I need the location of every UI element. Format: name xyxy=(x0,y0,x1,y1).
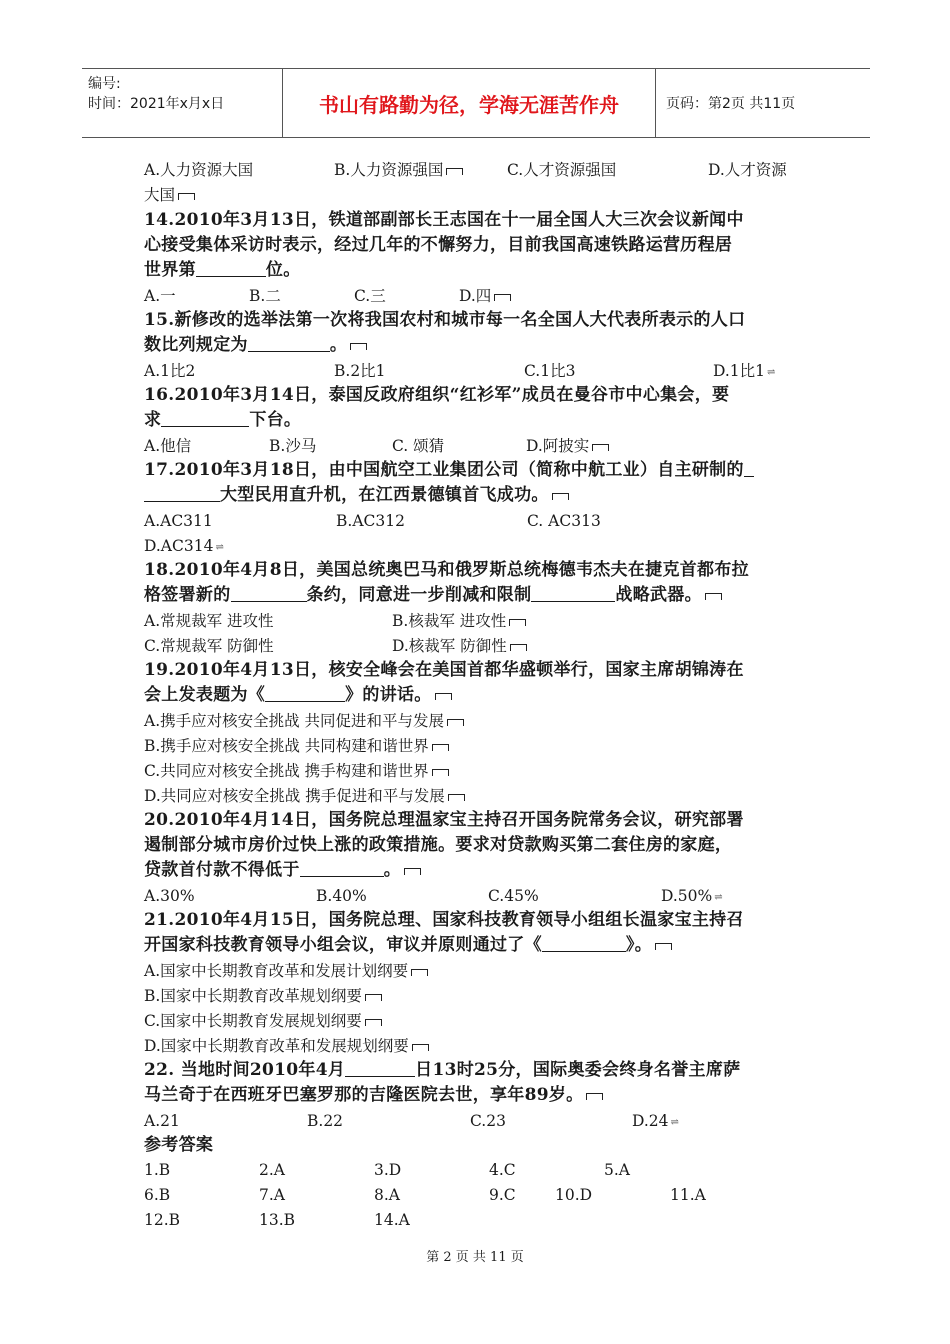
text-line: 遏制部分城市房价过快上涨的政策措施。要求对贷款购买第二套住房的家庭， xyxy=(144,835,733,855)
number-label: 编号: xyxy=(88,76,121,92)
text-line: 大型民用直升机，在江西景德镇首飞成功。 xyxy=(144,483,569,508)
q18-options-cd xyxy=(144,634,574,659)
answer-item: 14.A xyxy=(374,1211,410,1229)
paragraph-mark-icon xyxy=(178,193,195,200)
option-a: A.AC311 xyxy=(144,512,213,530)
paragraph-mark-icon: ⇌ xyxy=(714,892,723,903)
paragraph-mark-icon xyxy=(655,943,672,950)
text-line: 求 下台。 xyxy=(144,410,302,430)
paragraph-mark-icon xyxy=(365,994,382,1001)
option-b: B.携手应对核安全挑战 共同构建和谐世界 xyxy=(144,734,449,759)
answer-blank xyxy=(231,584,307,602)
answer-blank xyxy=(161,409,249,427)
text-line: 数比列规定为 。 xyxy=(144,333,367,358)
option-c: C.人才资源强国 xyxy=(507,161,617,179)
question-16: 16.2010年3月14日，泰国反政府组织“红衫军”成员在曼谷市中心集会，要 xyxy=(144,385,730,405)
answer-blank xyxy=(144,484,220,502)
option-a: A.常规裁军 进攻性 xyxy=(144,612,274,630)
answer-blank xyxy=(531,584,615,602)
question-21: 21.2010年4月15日，国务院总理、国家科技教育领导小组组长温家宝主持召 xyxy=(144,910,744,930)
paragraph-mark-icon xyxy=(411,969,428,976)
paragraph-mark-icon: ⇌ xyxy=(670,1117,679,1128)
option-b: B.核裁军 进攻性 xyxy=(392,609,526,634)
paragraph-mark-icon: ⇌ xyxy=(767,367,776,378)
paragraph-mark-icon xyxy=(447,719,464,726)
text-line: 贷款首付款不得低于 。 xyxy=(144,858,421,883)
q22-options xyxy=(144,1109,714,1134)
answer-item: 9.C xyxy=(489,1186,516,1204)
option-d: D.四 xyxy=(459,284,511,309)
answer-item: 11.A xyxy=(670,1186,706,1204)
answers-row xyxy=(144,1208,444,1233)
option-a: A.30% xyxy=(144,887,195,905)
option-c: C. 颂猜 xyxy=(392,437,445,455)
option-c: C. AC313 xyxy=(527,512,601,530)
option-d: D.共同应对核安全挑战 携手促进和平与发展 xyxy=(144,784,465,809)
answer-blank xyxy=(542,934,626,952)
answer-blank xyxy=(300,859,384,877)
header-page-info: 页码：第2页 共11页 xyxy=(666,96,796,112)
question-15: 15.新修改的选举法第一次将我国农村和城市每一名全国人大代表所表示的人口 xyxy=(144,310,746,330)
q18-options-ab xyxy=(144,609,574,634)
option-d: D.人才资源 xyxy=(708,161,787,179)
option-a: A.携手应对核安全挑战 共同促进和平与发展 xyxy=(144,709,464,734)
question-17: 17.2010年3月18日，由中国航空工业集团公司（简称中航工业）自主研制的 xyxy=(144,458,754,483)
text-line: 世界第 位。 xyxy=(144,260,301,280)
option-b: B.国家中长期教育改革规划纲要 xyxy=(144,984,382,1009)
paragraph-mark-icon xyxy=(592,444,609,451)
question-14: 14.2010年3月13日，铁道部副部长王志国在十一届全国人大三次会议新闻中 xyxy=(144,210,744,230)
q20-options xyxy=(144,884,764,909)
answer-item: 4.C xyxy=(489,1161,516,1179)
paragraph-mark-icon xyxy=(494,294,511,301)
answer-blank xyxy=(345,1059,415,1077)
paragraph-mark-icon xyxy=(510,644,527,651)
option-a: A.21 xyxy=(144,1112,180,1130)
answer-item: 7.A xyxy=(259,1186,285,1204)
paragraph-mark-icon xyxy=(509,619,526,626)
paragraph-mark-icon: ⇌ xyxy=(215,542,224,553)
q17-option-d: D.AC314 ⇌ xyxy=(144,534,224,559)
question-22: 22. 当地时间2010年4月 日13时25分，国际奥委会终身名誉主席萨 xyxy=(144,1060,741,1080)
option-c: C.国家中长期教育发展规划纲要 xyxy=(144,1009,382,1034)
option-c: C.23 xyxy=(470,1112,506,1130)
paragraph-mark-icon xyxy=(552,493,569,500)
option-d: D.阿披实 xyxy=(526,434,609,459)
option-a: A.1比2 xyxy=(144,362,196,380)
header-meta xyxy=(82,69,283,137)
option-c: C.共同应对核安全挑战 携手构建和谐世界 xyxy=(144,759,449,784)
paragraph-mark-icon xyxy=(432,744,449,751)
date-label: 时间：2021年x月x日 xyxy=(88,96,225,112)
answer-item: 13.B xyxy=(259,1211,296,1229)
text-line: 大国 xyxy=(144,183,195,208)
option-d: D.24 ⇌ xyxy=(632,1109,679,1135)
q14-options xyxy=(144,284,564,309)
text-line: 马兰奇于在西班牙巴塞罗那的吉隆医院去世，享年89岁。 xyxy=(144,1083,603,1108)
answer-item: 2.A xyxy=(259,1161,285,1179)
q15-options xyxy=(144,359,804,384)
option-a: A.人力资源大国 xyxy=(144,161,254,179)
option-d: D.1比1 ⇌ xyxy=(713,359,775,385)
option-b: B.40% xyxy=(316,887,367,905)
question-19: 19.2010年4月13日，核安全峰会在美国首都华盛顿举行，国家主席胡锦涛在 xyxy=(144,660,744,680)
paragraph-mark-icon xyxy=(586,1093,603,1100)
answer-blank xyxy=(248,334,330,352)
answer-item: 3.D xyxy=(374,1161,402,1179)
answer-blank xyxy=(196,259,266,277)
answer-item: 6.B xyxy=(144,1186,171,1204)
text-line: 心接受集体采访时表示，经过几年的不懈努力，目前我国高速铁路运营历程居 xyxy=(144,235,733,255)
text-line: 会上发表题为《 》的讲话。 xyxy=(144,683,452,708)
paragraph-mark-icon xyxy=(432,769,449,776)
option-a: A.他信 xyxy=(144,437,192,455)
q16-options xyxy=(144,434,644,459)
option-d: D.核裁军 防御性 xyxy=(392,634,527,659)
answer-item: 1.B xyxy=(144,1161,171,1179)
option-d: D.国家中长期教育改革和发展规划纲要 xyxy=(144,1034,429,1059)
option-c: C.45% xyxy=(488,887,539,905)
option-b: B.22 xyxy=(307,1112,344,1130)
option-c: C.三 xyxy=(354,287,386,305)
paragraph-mark-icon xyxy=(435,693,452,700)
option-a: A.一 xyxy=(144,287,176,305)
paragraph-mark-icon xyxy=(705,593,722,600)
option-c: C.1比3 xyxy=(524,362,576,380)
option-b: B.2比1 xyxy=(334,362,386,380)
paragraph-mark-icon xyxy=(350,343,367,350)
page-footer: 第 2 页 共 11 页 xyxy=(426,1250,524,1265)
option-c: C.常规裁军 防御性 xyxy=(144,637,274,655)
answer-item: 8.A xyxy=(374,1186,400,1204)
answers-row xyxy=(144,1158,744,1183)
answer-blank xyxy=(744,459,754,477)
paragraph-mark-icon xyxy=(365,1019,382,1026)
q13-options xyxy=(144,158,804,183)
option-a: A.国家中长期教育改革和发展计划纲要 xyxy=(144,959,428,984)
answers-row xyxy=(144,1183,744,1208)
text-line: 格签署新的 条约，同意进一步削减和限制 战略武器。 xyxy=(144,583,722,608)
header-motto: 书山有路勤为径，学海无涯苦作舟 xyxy=(283,69,656,137)
answer-blank xyxy=(265,684,345,702)
answer-item: 12.B xyxy=(144,1211,181,1229)
text-line: 开国家科技教育领导小组会议，审议并原则通过了《 》。 xyxy=(144,933,672,958)
paragraph-mark-icon xyxy=(412,1044,429,1051)
page-header xyxy=(82,68,870,138)
answer-item: 10.D xyxy=(555,1186,593,1204)
paragraph-mark-icon xyxy=(448,794,465,801)
option-b: B.AC312 xyxy=(336,512,405,530)
answer-item: 5.A xyxy=(604,1161,630,1179)
paragraph-mark-icon xyxy=(404,868,421,875)
paragraph-mark-icon xyxy=(446,168,463,175)
q17-options xyxy=(144,509,624,534)
option-d: D.50% ⇌ xyxy=(661,884,723,910)
option-b: B.沙马 xyxy=(269,437,317,455)
question-18: 18.2010年4月8日，美国总统奥巴马和俄罗斯总统梅德韦杰夫在捷克首都布拉 xyxy=(144,560,749,580)
option-b: B.二 xyxy=(249,287,281,305)
answers-heading: 参考答案 xyxy=(144,1135,214,1155)
option-b: B.人力资源强国 xyxy=(334,158,463,183)
question-20: 20.2010年4月14日，国务院总理温家宝主持召开国务院常务会议，研究部署 xyxy=(144,810,744,830)
